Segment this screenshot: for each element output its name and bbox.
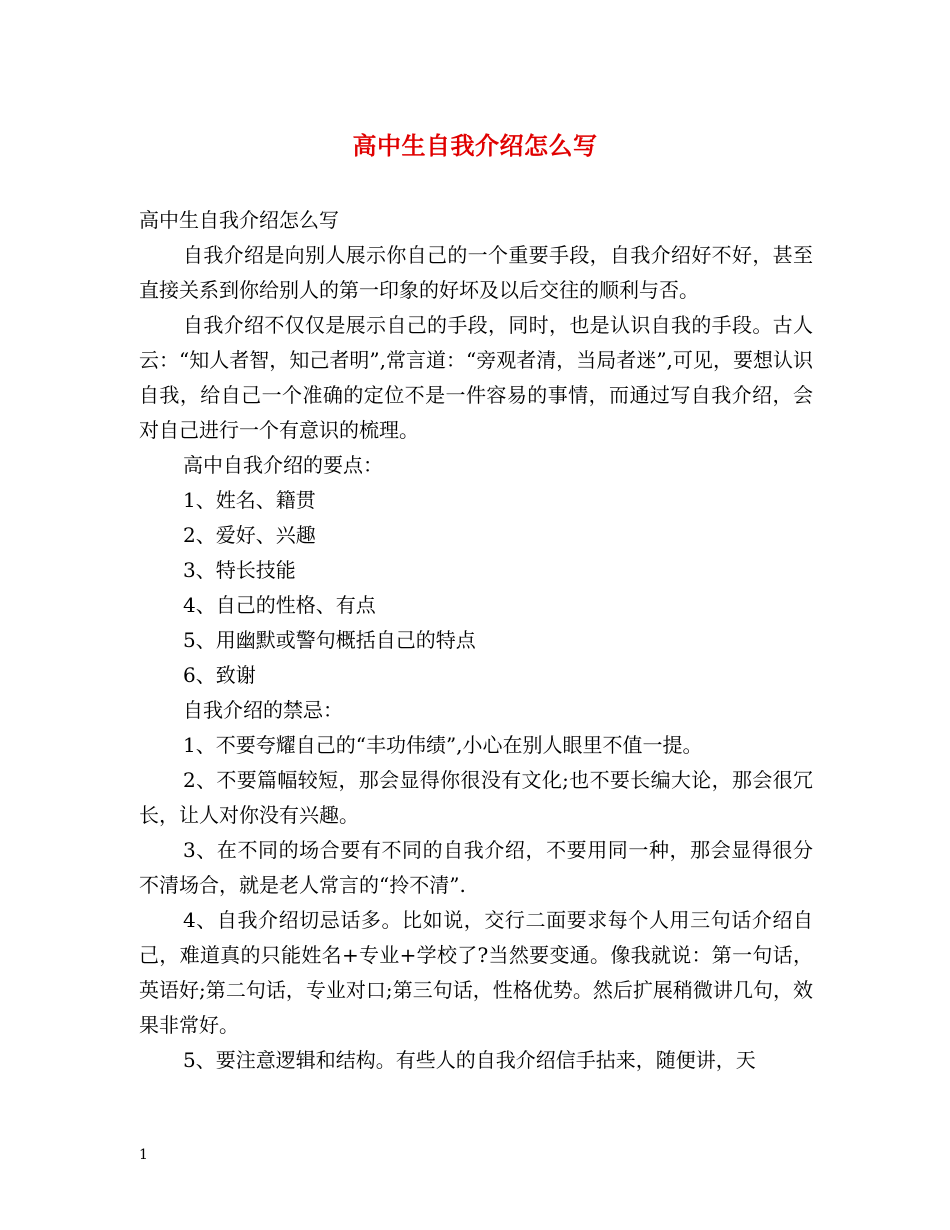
list-item: 4、自我介绍切忌话多。比如说，交行二面要求每个人用三句话介绍自己，难道真的只能姓名+专业+学校了?当然要变通。像我就说：第一句话，英语好;第二句话，专业对口;第三句话，性格优势。然后扩展稍微讲几句，效果非常好。 [139, 908, 813, 1037]
document-title: 高中生自我介绍怎么写 [352, 131, 598, 160]
list-item: 6、致谢 [183, 663, 256, 687]
list-item: 2、爱好、兴趣 [183, 523, 316, 547]
paragraph: 自我介绍是向别人展示你自己的一个重要手段，自我介绍好不好，甚至直接关系到你给别人的第一印象的好坏及以后交往的顺利与否。 [139, 243, 813, 302]
list-item: 2、不要篇幅较短，那会显得你很没有文化;也不要长编大论，那会很冗长，让人对你没有兴趣。 [139, 768, 813, 827]
list-item: 3、在不同的场合要有不同的自我介绍，不要用同一种，那会显得很分不清场合，就是老人常言的“拎不清”. [139, 838, 813, 897]
list-item: 3、特长技能 [183, 558, 296, 582]
section-heading: 自我介绍的禁忌： [183, 698, 343, 722]
list-item: 5、用幽默或警句概括自己的特点 [183, 628, 476, 652]
list-item: 5、要注意逻辑和结构。有些人的自我介绍信手拈来，随便讲，天 [183, 1048, 756, 1072]
paragraph: 自我介绍不仅仅是展示自己的手段，同时，也是认识自我的手段。古人云：“知人者智，知己者明”,常言道：“旁观者清，当局者迷”,可见，要想认识自我，给自己一个准确的定位不是一件容易的事情，而通过写自我介绍，会对自己进行一个有意识的梳理。 [139, 313, 813, 442]
list-item: 1、姓名、籍贯 [183, 488, 316, 512]
list-item: 4、自己的性格、有点 [183, 593, 376, 617]
document-body [139, 203, 813, 1078]
section-heading: 高中自我介绍的要点： [183, 453, 383, 477]
page-number: 1 [139, 1147, 148, 1163]
subtitle-line: 高中生自我介绍怎么写 [139, 208, 339, 232]
list-item: 1、不要夸耀自己的“丰功伟绩”,小心在别人眼里不值一提。 [183, 733, 703, 757]
